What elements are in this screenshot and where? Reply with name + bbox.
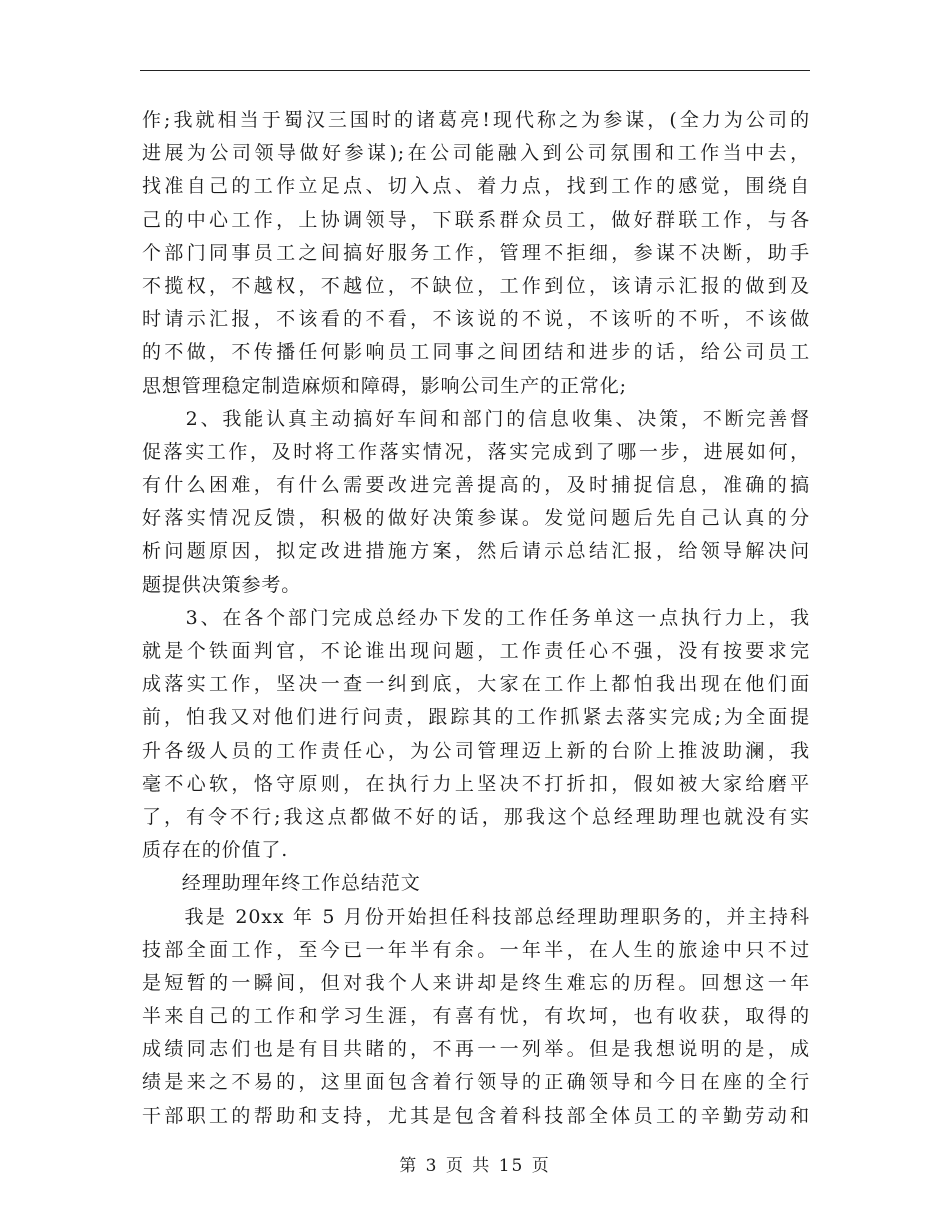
text-line: 2、我能认真主动搞好车间和部门的信息收集、决策，不断完善督 (142, 407, 810, 430)
text-line: 不揽权，不越权，不越位，不缺位，工作到位，该请示汇报的做到及 (142, 274, 810, 297)
text-line: 了，有令不行;我这点都做不好的话，那我这个总经理助理也就没有实 (142, 805, 810, 828)
text-line: 技部全面工作，至今已一年半有余。一年半，在人生的旅途中只不过 (142, 938, 810, 961)
text-line: 干部职工的帮助和支持，尤其是包含着科技部全体员工的辛勤劳动和 (142, 1104, 810, 1127)
section-heading: 经理助理年终工作总结范文 (142, 872, 421, 895)
text-line: 的不做，不传播任何影响员工同事之间团结和进步的话，给公司员工 (142, 341, 810, 364)
text-line: 质存在的价值了. (142, 839, 289, 862)
text-line: 作;我就相当于蜀汉三国时的诸葛亮!现代称之为参谋，(全力为公司的 (142, 109, 810, 131)
text-line: 析问题原因，拟定改进措施方案，然后请示总结汇报，给领导解决问 (142, 540, 810, 563)
text-line: 有什么困难，有什么需要改进完善提高的，及时捕捉信息，准确的搞 (142, 474, 810, 497)
document-body (142, 104, 810, 1133)
text-line: 3、在各个部门完成总经办下发的工作任务单这一点执行力上，我 (142, 606, 810, 629)
text-line: 己的中心工作，上协调领导，下联系群众员工，做好群联工作，与各 (142, 208, 810, 231)
text-line: 个部门同事员工之间搞好服务工作，管理不拒细，参谋不决断，助手 (142, 241, 810, 264)
text-line: 进展为公司领导做好参谋);在公司能融入到公司氛围和工作当中去， (142, 142, 810, 165)
header-rule (140, 70, 810, 71)
text-line: 就是个铁面判官，不论谁出现问题，工作责任心不强，没有按要求完 (142, 640, 810, 662)
text-line: 我是 20xx 年 5 月份开始担任科技部总经理助理职务的，并主持科 (142, 905, 810, 928)
text-line: 时请示汇报，不该看的不看，不该说的不说，不该听的不听，不该做 (142, 308, 810, 331)
text-line: 是短暂的一瞬间，但对我个人来讲却是终生难忘的历程。回想这一年 (142, 971, 810, 994)
text-line: 促落实工作，及时将工作落实情况，落实完成到了哪一步，进展如何， (142, 440, 810, 463)
text-line: 毫不心软，恪守原则，在执行力上坚决不打折扣，假如被大家给磨平 (142, 772, 810, 795)
text-line: 思想管理稳定制造麻烦和障碍，影响公司生产的正常化; (142, 374, 627, 397)
text-line: 好落实情况反馈，积极的做好决策参谋。发觉问题后先自己认真的分 (142, 507, 810, 530)
text-line: 成落实工作，坚决一查一纠到底，大家在工作上都怕我出现在他们面 (142, 673, 810, 696)
text-line: 成绩同志们也是有目共睹的，不再一一列举。但是我想说明的是，成 (142, 1038, 810, 1061)
text-line: 升各级人员的工作责任心，为公司管理迈上新的台阶上推波助澜，我 (142, 739, 810, 762)
text-line: 绩是来之不易的，这里面包含着行领导的正确领导和今日在座的全行 (142, 1071, 810, 1094)
text-line: 找准自己的工作立足点、切入点、着力点，找到工作的感觉，围绕自 (142, 175, 810, 198)
page-footer: 第 3 页 共 15 页 (399, 1156, 551, 1176)
text-line: 半来自己的工作和学习生涯，有喜有忧，有坎坷，也有收获，取得的 (142, 1005, 810, 1028)
text-line: 题提供决策参考。 (142, 573, 302, 596)
text-line: 前，怕我又对他们进行问责，跟踪其的工作抓紧去落实完成;为全面提 (142, 706, 810, 729)
